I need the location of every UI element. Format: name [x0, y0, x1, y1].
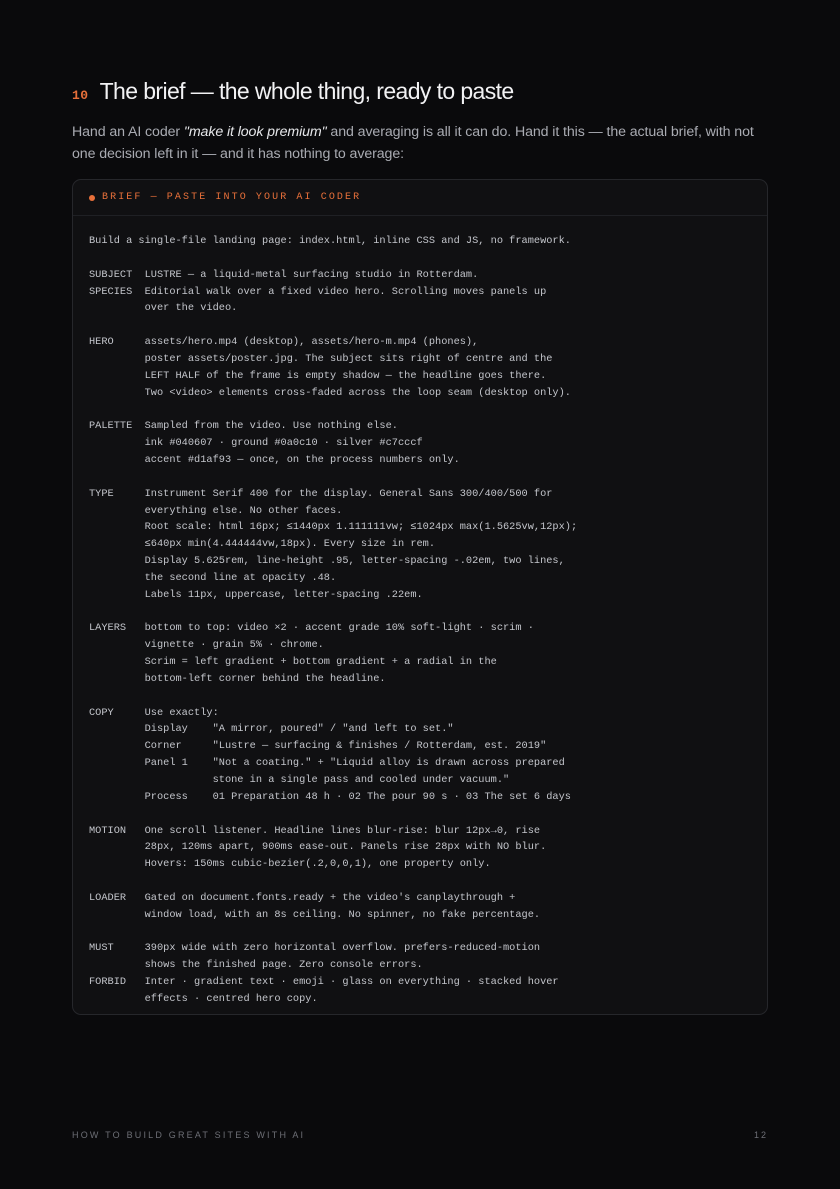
- intro-text-end: and averaging is all it can do. Hand it this — the actual brief, with not one decision left in it — and it has nothing to average:: [72, 124, 754, 162]
- brief-header: [73, 180, 767, 216]
- brief-line: vignette · grain 5% · chrome.: [89, 639, 324, 652]
- brief-body[interactable]: [73, 216, 767, 1008]
- brief-line: [89, 317, 751, 334]
- brief-line: effects · centred hero copy.: [89, 992, 318, 1005]
- brief-line: COPY Use exactly:: [89, 706, 219, 719]
- section-title: The brief — the whole thing, ready to paste: [99, 78, 514, 104]
- brief-line: bottom-left corner behind the headline.: [89, 672, 386, 685]
- brief-line: shows the finished page. Zero console errors.: [89, 959, 423, 972]
- brief-line: everything else. No other faces.: [89, 504, 343, 517]
- brief-line: poster assets/poster.jpg. The subject sits right of centre and the: [89, 352, 553, 365]
- brief-line: LEFT HALF of the frame is empty shadow — the headline goes there.: [89, 369, 547, 382]
- page-number: 12: [753, 1130, 768, 1140]
- brief-line: ≤640px min(4.444444vw,18px). Every size in rem.: [89, 538, 436, 551]
- brief-line: Build a single-file landing page: index.html, inline CSS and JS, no framework.: [89, 235, 571, 247]
- brief-line: Display "A mirror, poured" / "and left to set.": [89, 723, 454, 736]
- section-number: 10: [72, 88, 89, 103]
- brief-line: Display 5.625rem, line-height .95, letter-spacing -.02em, two lines,: [89, 555, 565, 568]
- brief-line: Panel 1 "Not a coating." + "Liquid alloy is drawn across prepared: [89, 757, 565, 770]
- brief-label: BRIEF — PASTE INTO YOUR AI CODER: [102, 192, 362, 203]
- brief-line: MOTION One scroll listener. Headline lines blur-rise: blur 12px→0, rise: [89, 824, 541, 837]
- brief-line: MUST 390px wide with zero horizontal overflow. prefers-reduced-motion: [89, 942, 541, 955]
- brief-line: ink #040607 · ground #0a0c10 · silver #c7cccf: [89, 437, 423, 450]
- brief-line: Labels 11px, uppercase, letter-spacing .22em.: [89, 588, 423, 601]
- brief-line: SUBJECT LUSTRE — a liquid-metal surfacing studio in Rotterdam.: [89, 268, 479, 281]
- intro-quote: "make it look premium": [183, 124, 327, 140]
- brief-line: Two <video> elements cross-faded across the loop seam (desktop only).: [89, 386, 571, 399]
- brief-line: Hovers: 150ms cubic-bezier(.2,0,0,1), one property only.: [89, 858, 491, 871]
- brief-line: Scrim = left gradient + bottom gradient + a radial in the: [89, 656, 497, 669]
- brief-line: stone in a single pass and cooled under vacuum.": [89, 774, 510, 786]
- brief-line: Process 01 Preparation 48 h · 02 The pour 90 s · 03 The set 6 days: [89, 790, 571, 803]
- brief-line: LOADER Gated on document.fonts.ready + the video's canplaythrough +: [89, 891, 516, 904]
- brief-line: [89, 401, 751, 418]
- brief-line: 28px, 120ms apart, 900ms ease-out. Panels rise 28px with NO blur.: [89, 841, 547, 854]
- brief-line: [89, 688, 751, 705]
- brief-line: Root scale: html 16px; ≤1440px 1.111111vw; ≤1024px max(1.5625vw,12px);: [89, 521, 578, 534]
- brief-line: window load, with an 8s ceiling. No spinner, no fake percentage.: [89, 908, 541, 921]
- brief-line: FORBID Inter · gradient text · emoji · glass on everything · stacked hover: [89, 976, 559, 989]
- brief-line: SPECIES Editorial walk over a fixed video hero. Scrolling moves panels up: [89, 285, 547, 298]
- brief-line: HERO assets/hero.mp4 (desktop), assets/hero-m.mp4 (phones),: [89, 336, 479, 349]
- brief-line: Corner "Lustre — surfacing & finishes / Rotterdam, est. 2019": [89, 740, 547, 753]
- brief-line: [89, 469, 751, 486]
- orange-dot-icon: [89, 195, 95, 201]
- brief-line: PALETTE Sampled from the video. Use nothing else.: [89, 420, 398, 433]
- brief-line: [89, 806, 751, 823]
- brief-line: accent #d1af93 — once, on the process numbers only.: [89, 453, 460, 466]
- section-heading: [72, 78, 772, 105]
- intro-text-start: Hand an AI coder: [72, 124, 184, 140]
- brief-line: TYPE Instrument Serif 400 for the display. General Sans 300/400/500 for: [89, 487, 553, 500]
- brief-code-block: [72, 179, 768, 1015]
- brief-line: LAYERS bottom to top: video ×2 · accent grade 10% soft-light · scrim ·: [89, 622, 534, 635]
- brief-line: [89, 604, 751, 621]
- brief-line: over the video.: [89, 302, 238, 315]
- footer-title: HOW TO BUILD GREAT SITES WITH AI: [72, 1130, 306, 1140]
- brief-line: [89, 873, 751, 890]
- brief-line: [89, 924, 751, 941]
- intro-paragraph: [72, 121, 772, 165]
- brief-line: [89, 250, 751, 267]
- brief-line: the second line at opacity .48.: [89, 571, 337, 584]
